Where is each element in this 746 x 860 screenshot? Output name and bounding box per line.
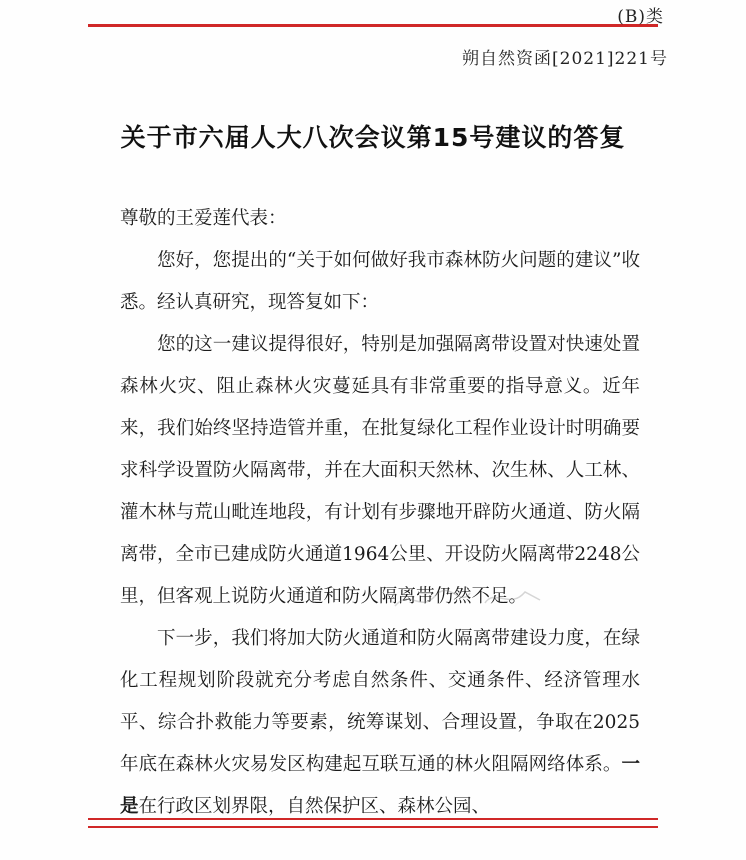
category-label: (B)类 [617,7,664,27]
paragraph-greeting: 您好，您提出的“关于如何做好我市森林防火问题的建议”收悉。经认真研究，现答复如下： [120,250,640,313]
paragraph-next-steps [120,618,640,828]
paragraph-background: 您的这一建议提得很好，特别是加强隔离带设置对快速处置森林火灾、阻止森林火灾蔓延具有非常重要的指导意义。近年来，我们始终坚持造管并重，在批复绿化工程作业设计时明确要求科学设置防火隔离带，并在大面积天然林、次生林、人工林、灌木林与荒山毗连地段，有计划有步骤地开辟防火通道、防火隔离带，全市已建成防火通道1964公里、开设防火隔离带2248公里，但客观上说防火通道和防火隔离带仍然不足。 [120,334,640,607]
faint-handwriting-mark [390,578,550,618]
bottom-red-rule-2 [88,826,658,828]
document-body [120,198,640,828]
next-steps-tail: 在行政区划界限，自然保护区、森林公园、 [138,796,491,817]
document-number: 朔自然资函[2021]221号 [462,49,668,69]
salutation: 尊敬的王爱莲代表： [120,208,287,229]
emphasis-first: 一是 [120,754,640,817]
bottom-red-rule-1 [88,818,658,820]
next-steps-text: 下一步，我们将加大防火通道和防火隔离带建设力度，在绿化工程规划阶段就充分考虑自然条件、交通条件、经济管理水平、综合扑救能力等要素，统筹谋划、合理设置，争取在2025年底在森林火灾易发区构建起互联互通的林火阻隔网络体系。 [120,628,640,775]
top-red-rule [88,24,658,27]
document-title: 关于市六届人大八次会议第15号建议的答复 [120,123,626,152]
